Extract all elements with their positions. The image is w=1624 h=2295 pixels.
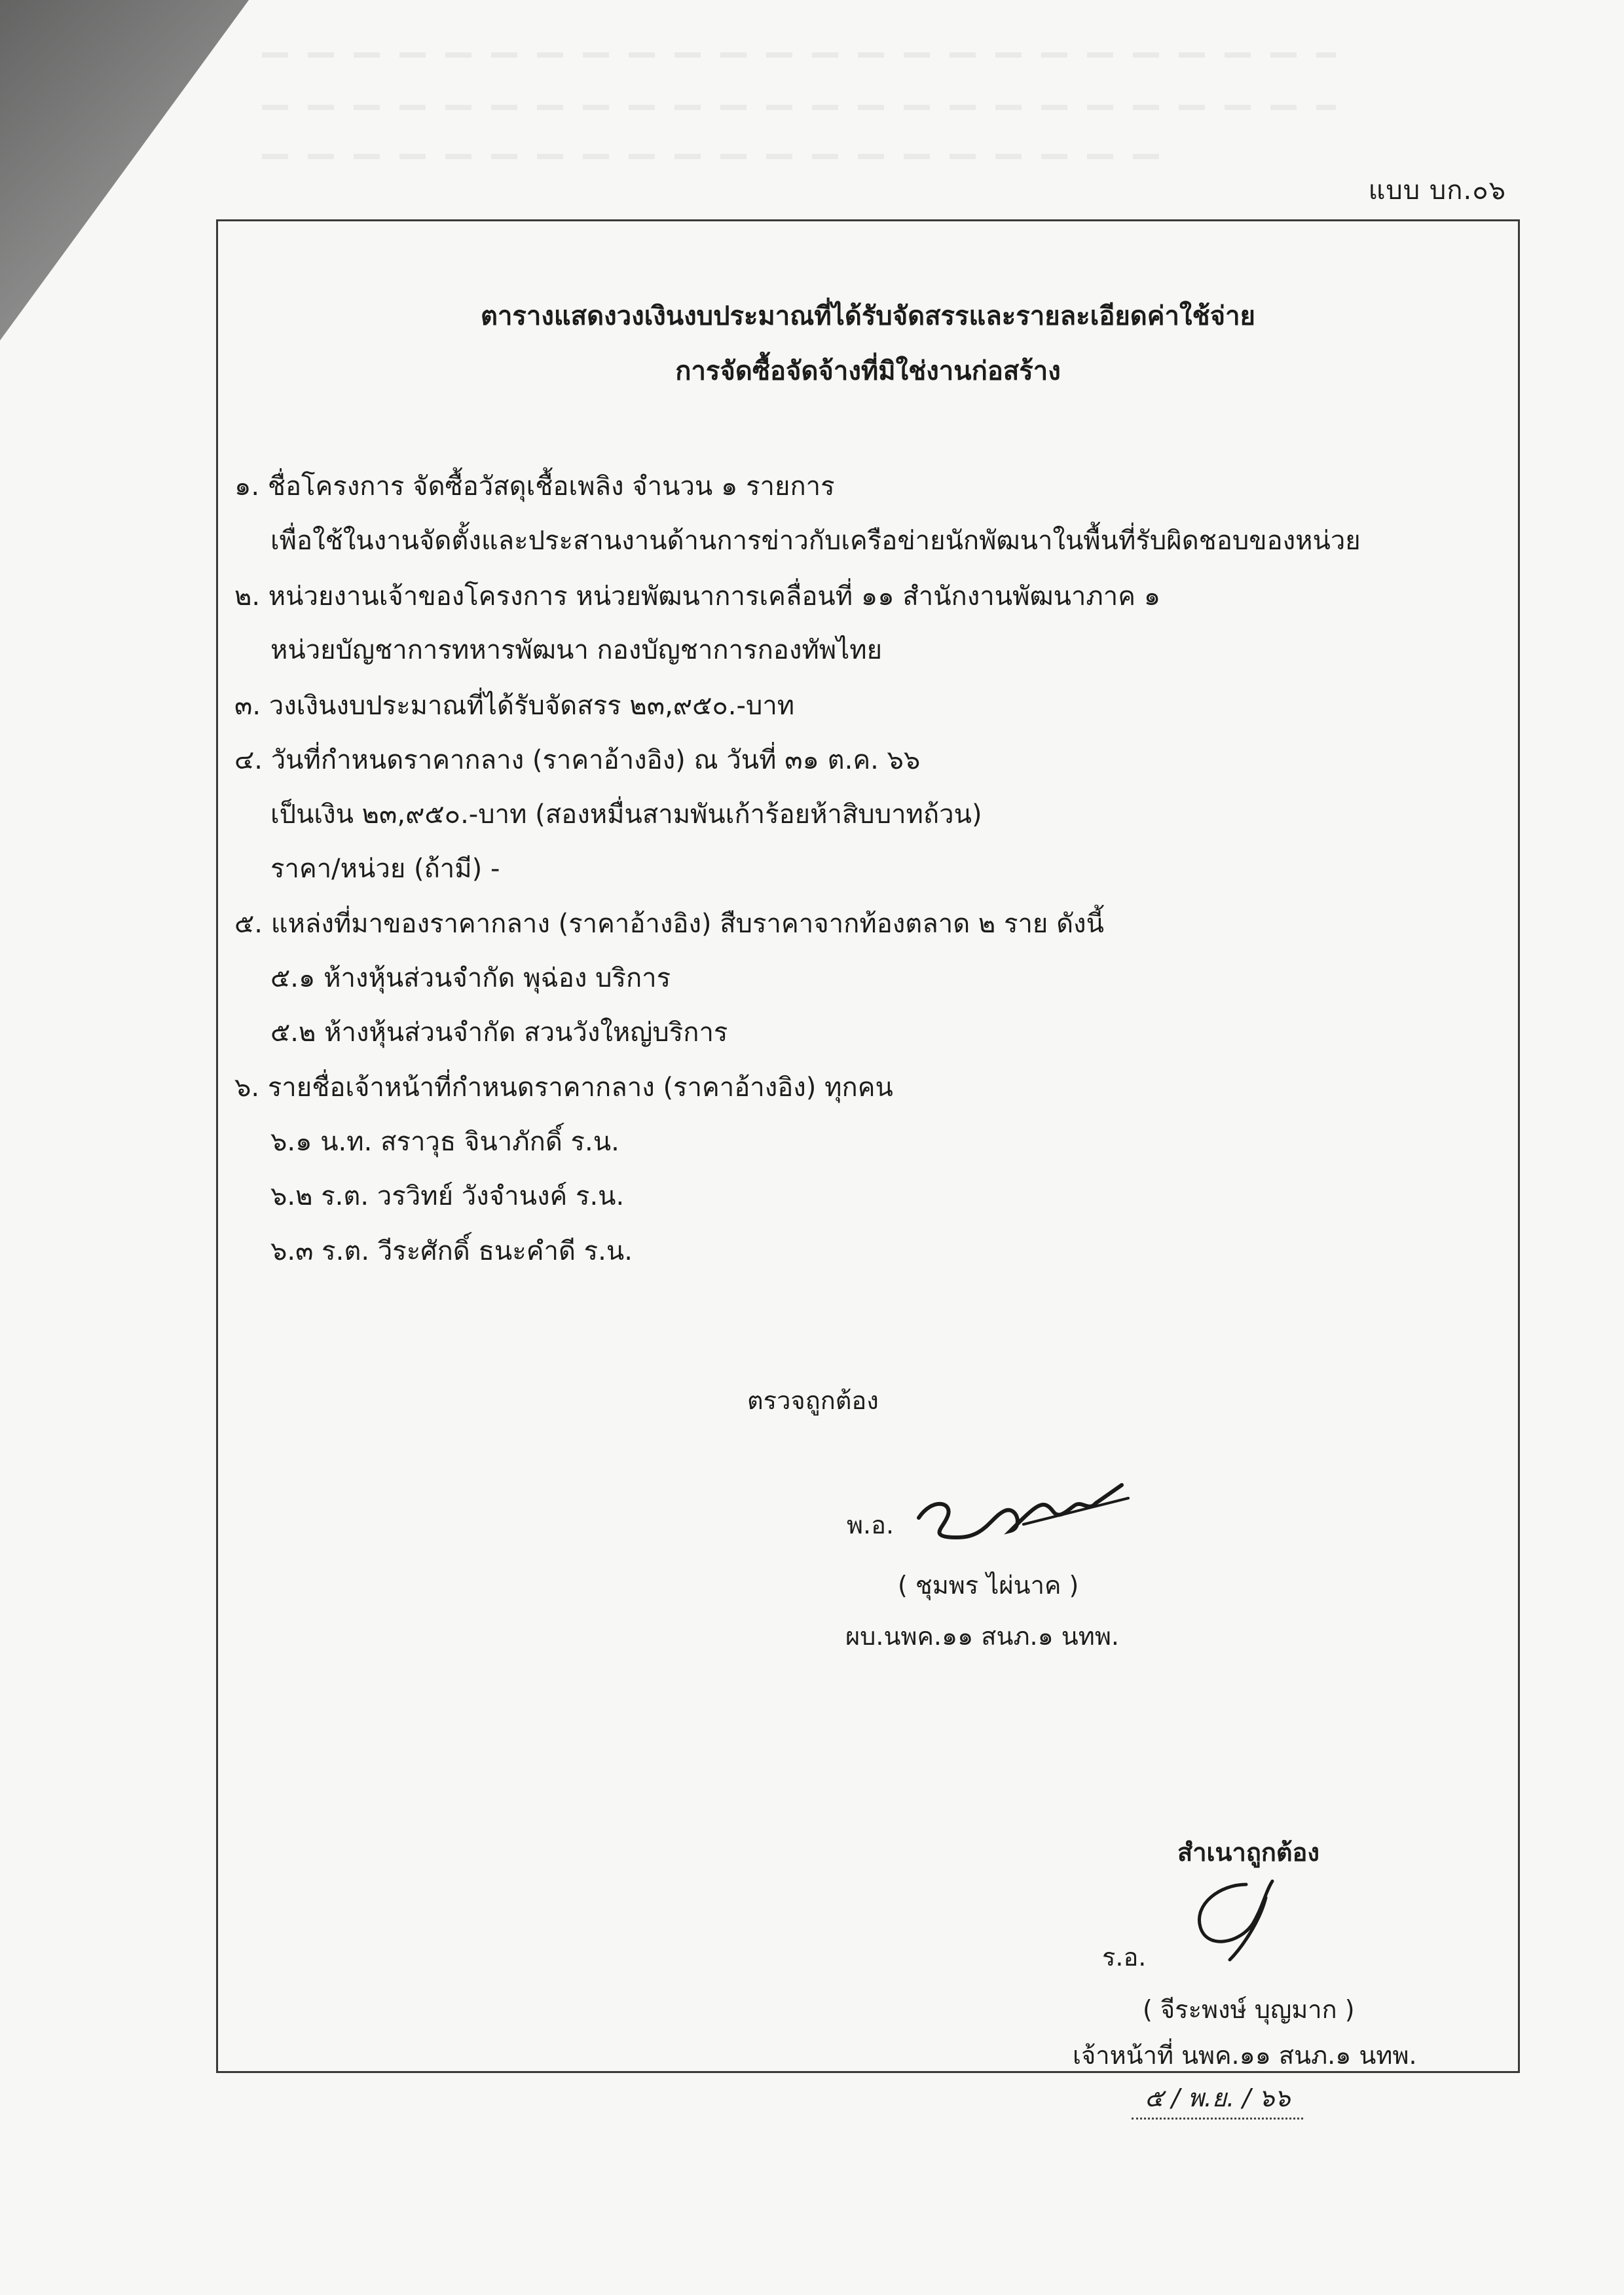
item-6-1-officer: ๖.๑ น.ท. สราวุธ จินาภักดิ์ ร.น. [270, 1127, 619, 1157]
scan-corner-fold [0, 0, 249, 340]
document-title-line1: ตารางแสดงวงเงินงบประมาณที่ได้รับจัดสรรและรายละเอียดค่าใช้จ่าย [480, 301, 1255, 331]
scan-artifact [262, 105, 1336, 110]
verify-rank: พ.อ. [847, 1511, 895, 1539]
verify-label: ตรวจถูกต้อง [747, 1386, 879, 1415]
certify-label: สำเนาถูกต้อง [1177, 1838, 1320, 1867]
item-5-1-vendor: ๕.๑ ห้างหุ้นส่วนจำกัด พุฉ่อง บริการ [270, 963, 671, 993]
certify-rank: ร.อ. [1102, 1943, 1147, 1972]
item-6-2-officer: ๖.๒ ร.ต. วรวิทย์ วังจำนงค์ ร.น. [270, 1181, 625, 1211]
certify-name: ( จีระพงษ์ บุญมาก ) [1143, 1995, 1355, 2024]
certify-position: เจ้าหน้าที่ นพค.๑๑ สนภ.๑ นทพ. [1073, 2041, 1417, 2070]
scan-artifact [262, 154, 1179, 159]
certify-date: ๕ / พ.ย. / ๖๖ [1132, 2078, 1303, 2120]
scan-artifact [262, 52, 1336, 58]
verify-position: ผบ.นพค.๑๑ สนภ.๑ นทพ. [845, 1622, 1119, 1651]
item-4-reference-date: ๔. วันที่กำหนดราคากลาง (ราคาอ้างอิง) ณ วันที่ ๓๑ ต.ค. ๖๖ [234, 745, 921, 775]
item-4-unit-price: ราคา/หน่วย (ถ้ามี) - [270, 854, 500, 884]
item-5-price-source: ๕. แหล่งที่มาของราคากลาง (ราคาอ้างอิง) สืบราคาจากท้องตลาด ๒ ราย ดังนี้ [234, 909, 1104, 939]
item-5-2-vendor: ๕.๒ ห้างหุ้นส่วนจำกัด สวนวังใหญ่บริการ [270, 1018, 728, 1048]
verify-name: ( ชุมพร ไผ่นาค ) [898, 1571, 1079, 1600]
item-6-3-officer: ๖.๓ ร.ต. วีระศักดิ์ ธนะคำดี ร.น. [270, 1236, 633, 1266]
item-4-amount: เป็นเงิน ๒๓,๙๕๐.-บาท (สองหมื่นสามพันเก้าร้อยห้าสิบบาทถ้วน) [270, 799, 982, 830]
item-3-budget: ๓. วงเงินงบประมาณที่ได้รับจัดสรร ๒๓,๙๕๐.-บาท [234, 691, 795, 721]
item-2-owner-command: หน่วยบัญชาการทหารพัฒนา กองบัญชาการกองทัพไทย [270, 635, 883, 665]
document-title-line2: การจัดซื้อจัดจ้างที่มิใช่งานก่อสร้าง [675, 356, 1061, 386]
item-2-owner-unit: ๒. หน่วยงานเจ้าของโครงการ หน่วยพัฒนาการเคลื่อนที่ ๑๑ สำนักงานพัฒนาภาค ๑ [234, 581, 1161, 612]
form-code: แบบ บก.๐๖ [1368, 175, 1506, 206]
document-frame [216, 219, 1520, 2112]
item-1-purpose: เพื่อใช้ในงานจัดตั้งและประสานงานด้านการข่าวกับเครือข่ายนักพัฒนาในพื้นที่รับผิดชอบของหน่วย [270, 526, 1361, 556]
certify-signature [1168, 1871, 1299, 1963]
verify-signature [912, 1472, 1135, 1557]
item-6-officers: ๖. รายชื่อเจ้าหน้าที่กำหนดราคากลาง (ราคาอ้างอิง) ทุกคน [234, 1073, 893, 1103]
item-1-project-name: ๑. ชื่อโครงการ จัดซื้อวัสดุเชื้อเพลิง จำนวน ๑ รายการ [234, 471, 835, 502]
